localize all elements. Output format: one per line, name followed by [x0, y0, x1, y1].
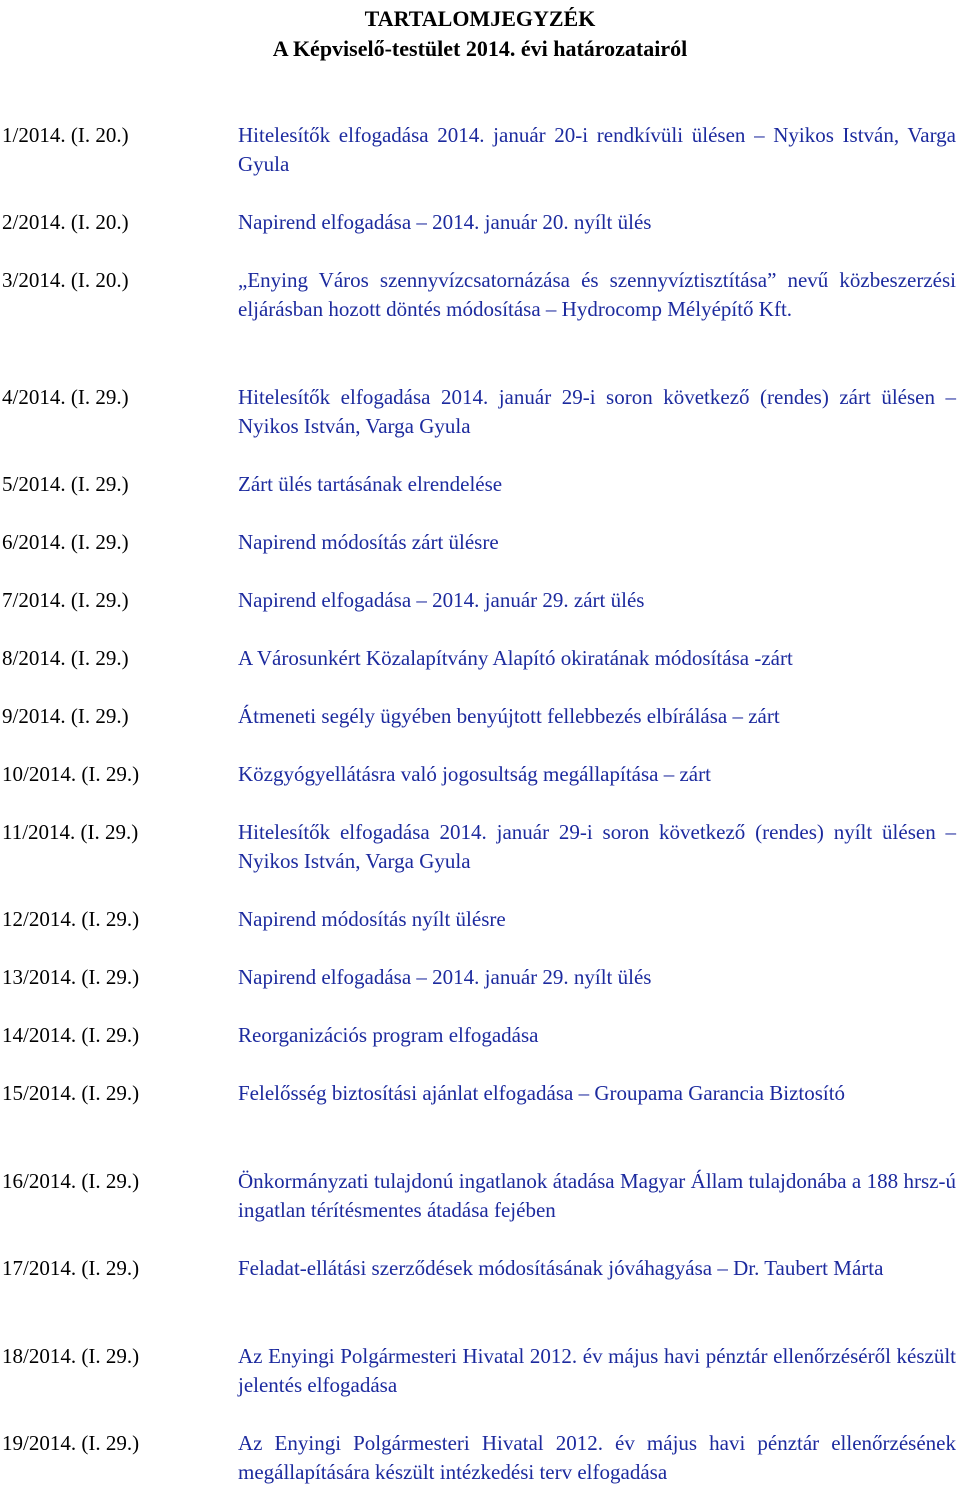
resolution-title[interactable]: Zárt ülés tartásának elrendelése: [238, 472, 503, 496]
resolution-number: 18/2014. (I. 29.): [2, 1344, 140, 1368]
resolution-title[interactable]: Feladat-ellátási szerződések módosításának jóváhagyása – Dr. Taubert Márta: [238, 1256, 884, 1280]
resolution-number: 7/2014. (I. 29.): [2, 588, 129, 612]
resolution-title[interactable]: Hitelesítők elfogadása 2014. január 29-i soron következő (rendes) nyílt ülésen – Nyikos István, Varga Gyula: [238, 820, 956, 873]
resolution-title[interactable]: Felelősség biztosítási ajánlat elfogadása – Groupama Garancia Biztosító: [238, 1081, 846, 1105]
resolution-title[interactable]: Reorganizációs program elfogadása: [238, 1023, 539, 1047]
resolution-number: 6/2014. (I. 29.): [2, 530, 129, 554]
resolution-number: 11/2014. (I. 29.): [2, 820, 139, 844]
resolution-title[interactable]: Az Enyingi Polgármesteri Hivatal 2012. év május havi pénztár ellenőrzéséről készült jelentés elfogadása: [238, 1344, 956, 1397]
resolution-number: 12/2014. (I. 29.): [2, 907, 140, 931]
resolution-title[interactable]: Napirend módosítás nyílt ülésre: [238, 907, 506, 931]
resolution-number: 16/2014. (I. 29.): [2, 1169, 140, 1193]
resolution-number: 10/2014. (I. 29.): [2, 762, 140, 786]
resolution-number: 15/2014. (I. 29.): [2, 1081, 140, 1105]
resolution-number: 19/2014. (I. 29.): [2, 1431, 140, 1455]
resolution-title[interactable]: Napirend módosítás zárt ülésre: [238, 530, 499, 554]
resolution-number: 2/2014. (I. 20.): [2, 210, 129, 234]
resolution-title[interactable]: Közgyógyellátásra való jogosultság megállapítása – zárt: [238, 762, 711, 786]
resolution-number: 9/2014. (I. 29.): [2, 704, 129, 728]
resolution-number: 8/2014. (I. 29.): [2, 646, 129, 670]
resolution-title[interactable]: Az Enyingi Polgármesteri Hivatal 2012. év május havi pénztár ellenőrzésének megállapítására készült intézkedési terv elfogadása: [238, 1431, 956, 1484]
resolution-number: 1/2014. (I. 20.): [2, 123, 129, 147]
resolution-number: 14/2014. (I. 29.): [2, 1023, 140, 1047]
resolution-title[interactable]: Napirend elfogadása – 2014. január 29. zárt ülés: [238, 588, 645, 612]
resolution-title[interactable]: Napirend elfogadása – 2014. január 29. nyílt ülés: [238, 965, 652, 989]
resolution-number: 13/2014. (I. 29.): [2, 965, 140, 989]
resolution-title[interactable]: Önkormányzati tulajdonú ingatlanok átadása Magyar Állam tulajdonába a 188 hrsz-ú ingatlan térítésmentes átadása fejében: [238, 1169, 956, 1222]
resolution-title[interactable]: Hitelesítők elfogadása 2014. január 29-i soron következő (rendes) zárt ülésen – Nyikos István, Varga Gyula: [238, 385, 956, 438]
resolution-number: 17/2014. (I. 29.): [2, 1256, 140, 1280]
resolution-number: 3/2014. (I. 20.): [2, 268, 129, 292]
resolution-title[interactable]: A Városunkért Közalapítvány Alapító okiratának módosítása -zárt: [238, 646, 793, 670]
document-title: TARTALOMJEGYZÉK: [364, 6, 596, 31]
resolution-title[interactable]: Hitelesítők elfogadása 2014. január 20-i rendkívüli ülésen – Nyikos István, Varga Gyula: [238, 123, 956, 176]
resolution-number: 4/2014. (I. 29.): [2, 385, 129, 409]
resolution-title[interactable]: Átmeneti segély ügyében benyújtott fellebbezés elbírálása – zárt: [238, 704, 780, 728]
resolution-title[interactable]: „Enying Város szennyvízcsatornázása és szennyvíztisztítása” nevű közbeszerzési eljárásban hozott döntés módosítása – Hydrocomp Mélyépítő Kft.: [238, 268, 956, 321]
document-subtitle: A Képviselő-testület 2014. évi határozatairól: [272, 36, 688, 61]
resolution-number: 5/2014. (I. 29.): [2, 472, 129, 496]
resolution-title[interactable]: Napirend elfogadása – 2014. január 20. nyílt ülés: [238, 210, 652, 234]
